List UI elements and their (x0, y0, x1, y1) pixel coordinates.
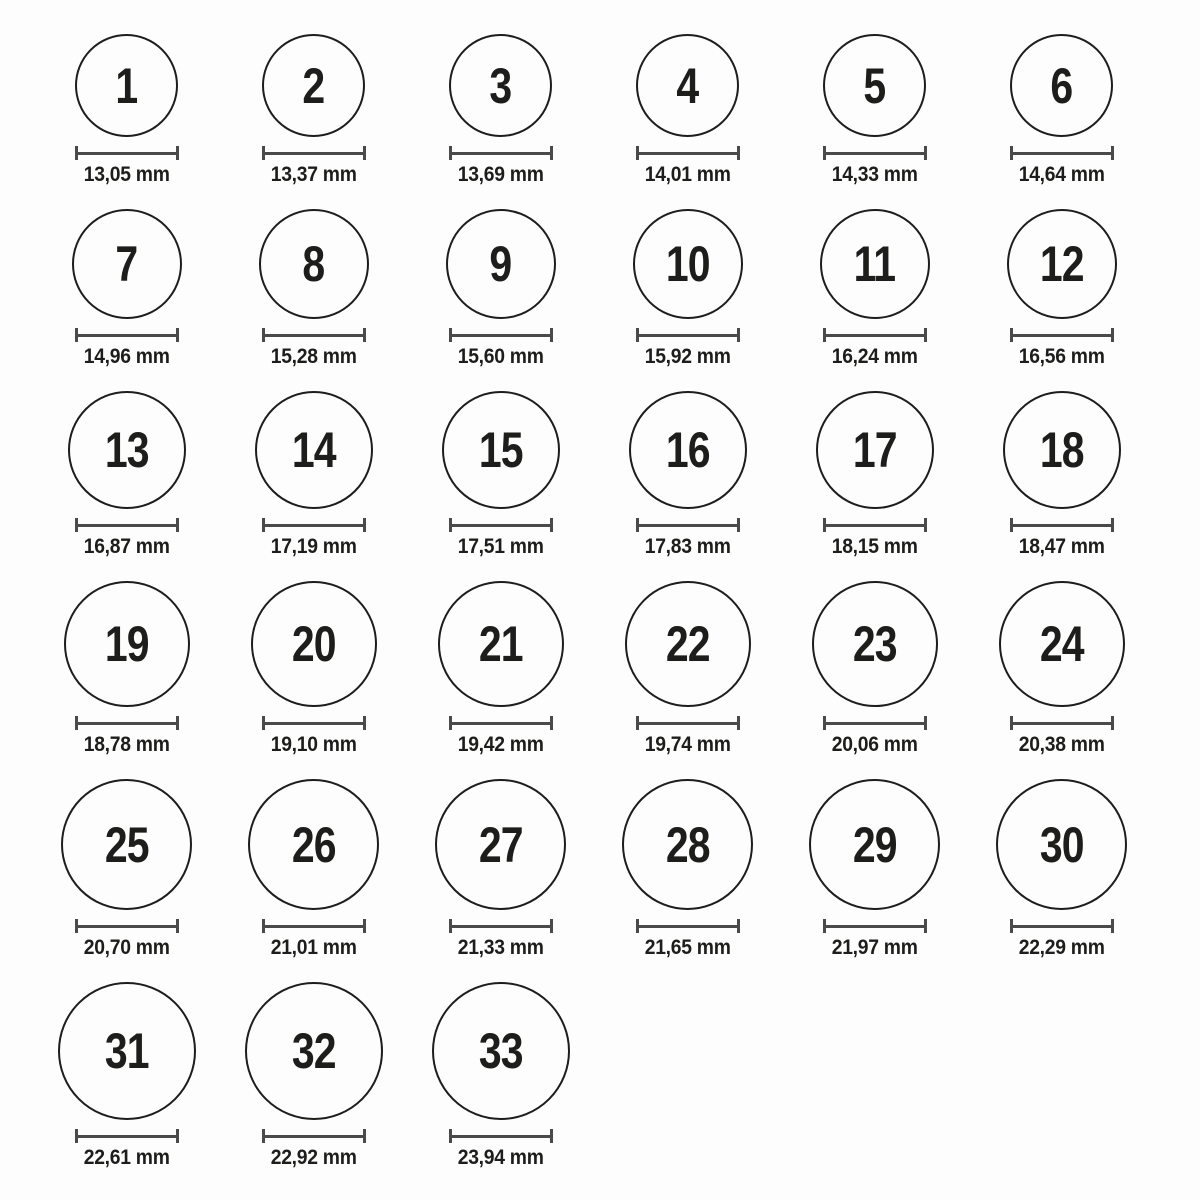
diameter-measure-line (75, 518, 179, 532)
ring-size-cell (220, 982, 407, 1170)
diameter-label: 22,92 mm (270, 1146, 357, 1169)
diameter-measure-line (262, 1129, 366, 1143)
ring-size-number: 31 (104, 1023, 149, 1079)
diameter-measure-line (262, 328, 366, 342)
ring-size-number: 5 (863, 57, 886, 114)
ring-size-cell (968, 391, 1155, 559)
diameter-label: 18,15 mm (831, 535, 918, 558)
ring-size-cell (33, 391, 220, 559)
diameter-measure-line (636, 146, 740, 160)
diameter-measure-line (636, 328, 740, 342)
ring-size-number: 25 (104, 816, 149, 873)
ring-size-cell (594, 209, 781, 369)
ring-size-number: 13 (104, 422, 149, 478)
diameter-measure-line (1010, 518, 1114, 532)
ring-circle (58, 982, 196, 1120)
ring-size-cell (968, 34, 1155, 187)
ring-circle (262, 34, 365, 137)
diameter-label: 15,60 mm (457, 345, 544, 368)
ring-size-number: 15 (478, 422, 523, 478)
diameter-measure-line (823, 518, 927, 532)
ring-size-number: 29 (852, 816, 897, 873)
ring-circle (809, 779, 940, 910)
ring-size-cell (594, 581, 781, 757)
ring-circle (432, 982, 570, 1120)
diameter-measure-line (75, 919, 179, 933)
ring-size-cell (781, 779, 968, 960)
diameter-label: 20,38 mm (1018, 733, 1105, 756)
ring-size-number: 21 (478, 616, 523, 672)
ring-size-number: 8 (302, 236, 325, 292)
ring-circle (1010, 34, 1113, 137)
ring-size-cell (33, 209, 220, 369)
ring-circle (72, 209, 182, 319)
ring-size-number: 26 (291, 816, 336, 873)
diameter-measure-line (449, 146, 553, 160)
ring-size-number: 4 (676, 57, 699, 114)
diameter-measure-line (1010, 328, 1114, 342)
chart-row-4 (33, 581, 1200, 757)
diameter-measure-line (823, 146, 927, 160)
ring-size-number: 9 (489, 236, 512, 292)
ring-size-number: 22 (665, 616, 710, 672)
ring-size-cell (594, 34, 781, 187)
diameter-measure-line (262, 716, 366, 730)
ring-circle (259, 209, 369, 319)
diameter-label: 13,37 mm (270, 163, 357, 186)
ring-size-number: 16 (665, 422, 710, 478)
diameter-label: 21,65 mm (644, 936, 731, 959)
diameter-label: 16,24 mm (831, 345, 918, 368)
diameter-label: 19,10 mm (270, 733, 357, 756)
chart-row-1 (33, 34, 1200, 187)
diameter-measure-line (262, 919, 366, 933)
ring-size-cell (220, 779, 407, 960)
ring-circle (438, 581, 564, 707)
ring-size-number: 20 (291, 616, 336, 672)
diameter-label: 14,01 mm (644, 163, 731, 186)
diameter-measure-line (823, 716, 927, 730)
ring-circle (625, 581, 751, 707)
diameter-measure-line (75, 716, 179, 730)
ring-circle (442, 391, 560, 509)
ring-size-cell (781, 391, 968, 559)
ring-circle (996, 779, 1127, 910)
ring-size-chart (0, 34, 1200, 1170)
diameter-label: 14,64 mm (1018, 163, 1105, 186)
ring-size-cell (968, 779, 1155, 960)
ring-circle (636, 34, 739, 137)
ring-size-number: 12 (1039, 236, 1084, 292)
ring-circle (61, 779, 192, 910)
ring-size-cell (220, 391, 407, 559)
ring-size-cell (407, 581, 594, 757)
ring-size-cell (33, 34, 220, 187)
ring-circle (64, 581, 190, 707)
ring-size-number: 18 (1039, 422, 1084, 478)
ring-size-number: 1 (115, 57, 138, 114)
ring-size-number: 32 (291, 1023, 336, 1079)
diameter-label: 17,51 mm (457, 535, 544, 558)
diameter-label: 21,01 mm (270, 936, 357, 959)
ring-circle (248, 779, 379, 910)
diameter-measure-line (75, 1129, 179, 1143)
ring-size-number: 30 (1039, 816, 1084, 873)
ring-size-cell (407, 391, 594, 559)
ring-circle (816, 391, 934, 509)
diameter-label: 18,47 mm (1018, 535, 1105, 558)
diameter-label: 16,56 mm (1018, 345, 1105, 368)
diameter-label: 13,05 mm (83, 163, 170, 186)
ring-circle (75, 34, 178, 137)
ring-size-cell (33, 581, 220, 757)
diameter-measure-line (75, 328, 179, 342)
ring-size-number: 33 (478, 1023, 523, 1079)
diameter-measure-line (1010, 716, 1114, 730)
diameter-label: 14,33 mm (831, 163, 918, 186)
diameter-label: 15,28 mm (270, 345, 357, 368)
diameter-label: 19,74 mm (644, 733, 731, 756)
chart-row-3 (33, 391, 1200, 559)
ring-size-cell (594, 779, 781, 960)
ring-circle (622, 779, 753, 910)
ring-size-number: 14 (291, 422, 336, 478)
ring-size-cell (407, 34, 594, 187)
ring-size-number: 17 (852, 422, 897, 478)
diameter-label: 20,06 mm (831, 733, 918, 756)
diameter-label: 14,96 mm (83, 345, 170, 368)
ring-circle (446, 209, 556, 319)
diameter-measure-line (449, 328, 553, 342)
ring-size-cell (33, 779, 220, 960)
diameter-measure-line (262, 518, 366, 532)
diameter-measure-line (636, 518, 740, 532)
ring-size-cell (968, 209, 1155, 369)
ring-size-number: 27 (478, 816, 523, 873)
diameter-label: 18,78 mm (83, 733, 170, 756)
ring-size-number: 3 (489, 57, 512, 114)
diameter-measure-line (449, 518, 553, 532)
ring-size-cell (407, 982, 594, 1170)
ring-size-number: 2 (302, 57, 325, 114)
chart-row-5 (33, 779, 1200, 960)
ring-size-cell (968, 581, 1155, 757)
diameter-measure-line (636, 919, 740, 933)
diameter-label: 17,83 mm (644, 535, 731, 558)
ring-circle (449, 34, 552, 137)
diameter-label: 16,87 mm (83, 535, 170, 558)
ring-size-cell (594, 391, 781, 559)
diameter-label: 19,42 mm (457, 733, 544, 756)
ring-circle (1007, 209, 1117, 319)
ring-size-number: 24 (1039, 616, 1084, 672)
ring-circle (823, 34, 926, 137)
ring-size-number: 28 (665, 816, 710, 873)
ring-circle (68, 391, 186, 509)
diameter-measure-line (1010, 146, 1114, 160)
ring-circle (251, 581, 377, 707)
ring-size-cell (781, 209, 968, 369)
ring-size-number: 7 (115, 236, 138, 292)
ring-size-cell (220, 34, 407, 187)
diameter-measure-line (823, 919, 927, 933)
ring-circle (245, 982, 383, 1120)
diameter-measure-line (262, 146, 366, 160)
diameter-label: 23,94 mm (457, 1146, 544, 1169)
diameter-label: 22,29 mm (1018, 936, 1105, 959)
diameter-label: 13,69 mm (457, 163, 544, 186)
ring-circle (629, 391, 747, 509)
ring-circle (1003, 391, 1121, 509)
diameter-label: 17,19 mm (270, 535, 357, 558)
ring-circle (999, 581, 1125, 707)
ring-size-number: 11 (853, 236, 896, 292)
ring-size-cell (781, 581, 968, 757)
ring-size-cell (781, 34, 968, 187)
ring-size-number: 19 (104, 616, 149, 672)
diameter-measure-line (449, 716, 553, 730)
ring-size-cell (220, 209, 407, 369)
diameter-measure-line (1010, 919, 1114, 933)
ring-circle (812, 581, 938, 707)
diameter-label: 21,97 mm (831, 936, 918, 959)
ring-size-number: 10 (665, 236, 710, 292)
chart-row-6 (33, 982, 1200, 1170)
diameter-label: 22,61 mm (83, 1146, 170, 1169)
ring-size-cell (407, 209, 594, 369)
diameter-label: 21,33 mm (457, 936, 544, 959)
ring-size-number: 23 (852, 616, 897, 672)
ring-size-number: 6 (1050, 57, 1073, 114)
diameter-measure-line (75, 146, 179, 160)
diameter-label: 15,92 mm (644, 345, 731, 368)
ring-circle (435, 779, 566, 910)
ring-size-cell (220, 581, 407, 757)
diameter-measure-line (449, 1129, 553, 1143)
diameter-measure-line (449, 919, 553, 933)
ring-size-cell (407, 779, 594, 960)
diameter-measure-line (636, 716, 740, 730)
chart-row-2 (33, 209, 1200, 369)
diameter-label: 20,70 mm (83, 936, 170, 959)
ring-size-cell (33, 982, 220, 1170)
diameter-measure-line (823, 328, 927, 342)
ring-circle (633, 209, 743, 319)
ring-circle (255, 391, 373, 509)
ring-circle (820, 209, 930, 319)
